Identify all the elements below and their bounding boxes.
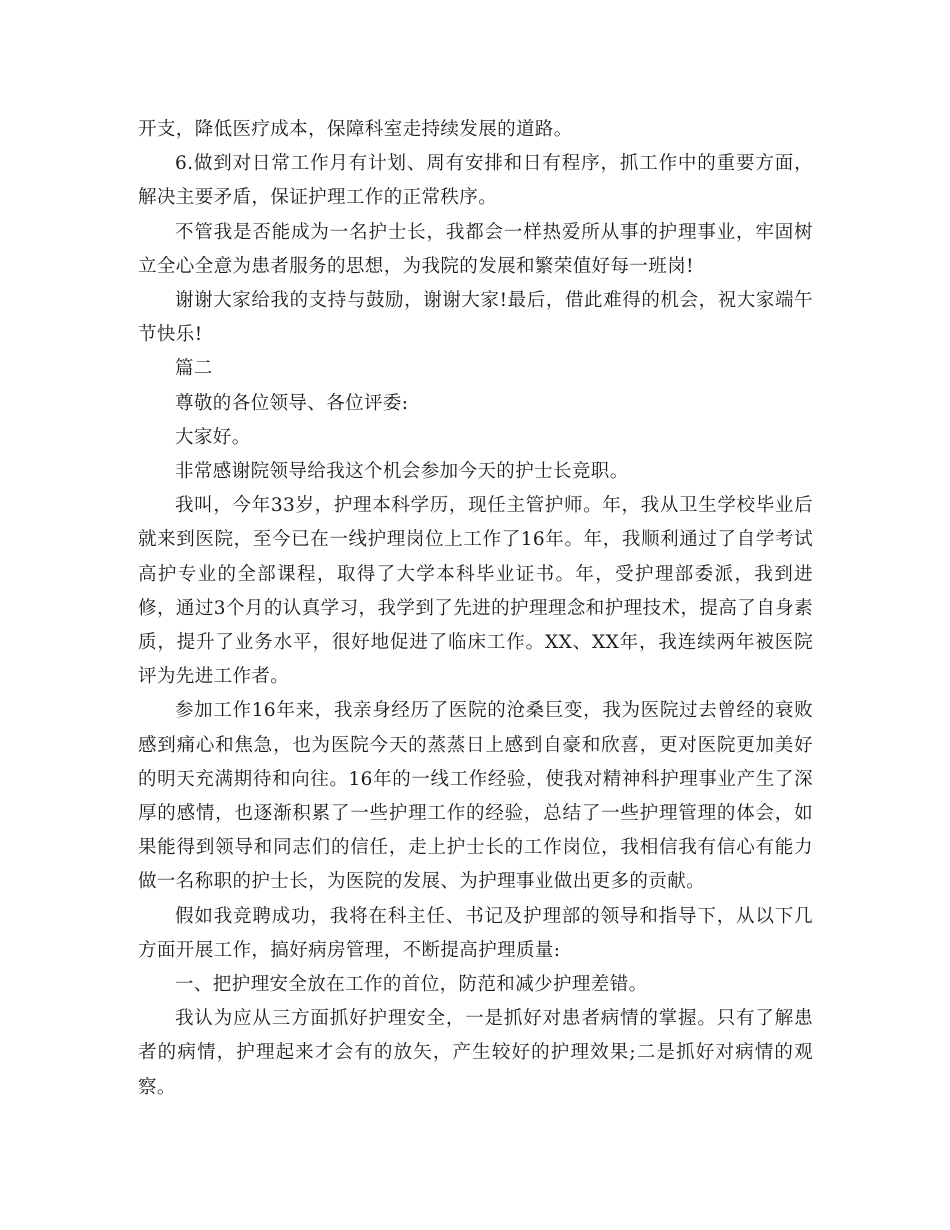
list-heading: 一、把护理安全放在工作的首位，防范和减少护理差错。 — [175, 974, 648, 996]
paragraph: 谢谢大家给我的支持与鼓励，谢谢大家!最后，借此难得的机会，祝大家端午节快乐! — [138, 290, 813, 346]
paragraph: 假如我竞聘成功，我将在科主任、书记及护理部的领导和指导下，从以下几方面开展工作，搞好病房管理，不断提高护理质量: — [138, 905, 813, 961]
paragraph: 不管我是否能成为一名护士长，我都会一样热爱所从事的护理事业，牢固树立全心全意为患者服务的思想，为我院的发展和繁荣值好每一班岗! — [138, 221, 813, 277]
paragraph: 参加工作16年来，我亲身经历了医院的沧桑巨变，我为医院过去曾经的衰败感到痛心和焦急，也为医院今天的蒸蒸日上感到自豪和欣喜，更对医院更加美好的明天充满期待和向往。16年的一线工作经验，使我对精神科护理事业产生了深厚的感情，也逐渐积累了一些护理工作的经验，总结了一些护理管理的体会，如果能得到领导和同志们的信任，走上护士长的工作岗位，我相信我有信心有能力做一名称职的护士长，为医院的发展、为护理事业做出更多的贡献。 — [138, 700, 813, 893]
paragraph: 非常感谢院领导给我这个机会参加今天的护士长竞职。 — [175, 461, 629, 483]
paragraph: 我认为应从三方面抓好护理安全，一是抓好对患者病情的掌握。只有了解患者的病情，护理起来才会有的放矢，产生较好的护理效果;二是抓好对病情的观察。 — [138, 1008, 813, 1098]
greeting: 大家好。 — [175, 426, 251, 448]
document-body — [138, 113, 813, 1105]
paragraph: 6.做到对日常工作月有计划、周有安排和日有程序，抓工作中的重要方面，解决主要矛盾，保证护理工作的正常秩序。 — [138, 153, 813, 209]
paragraph: 我叫，今年33岁，护理本科学历，现任主管护师。年，我从卫生学校毕业后就来到医院，至今已在一线护理岗位上工作了16年。年，我顺利通过了自学考试高护专业的全部课程，取得了大学本科毕业证书。年，受护理部委派，我到进修，通过3个月的认真学习，我学到了先进的护理理念和护理技术，提高了自身素质，提升了业务水平，很好地促进了临床工作。XX、XX年，我连续两年被医院评为先进工作者。 — [138, 495, 813, 688]
salutation: 尊敬的各位领导、各位评委: — [175, 392, 409, 414]
section-heading: 篇二 — [175, 358, 213, 380]
paragraph: 开支，降低医疗成本，保障科室走持续发展的道路。 — [138, 119, 573, 140]
